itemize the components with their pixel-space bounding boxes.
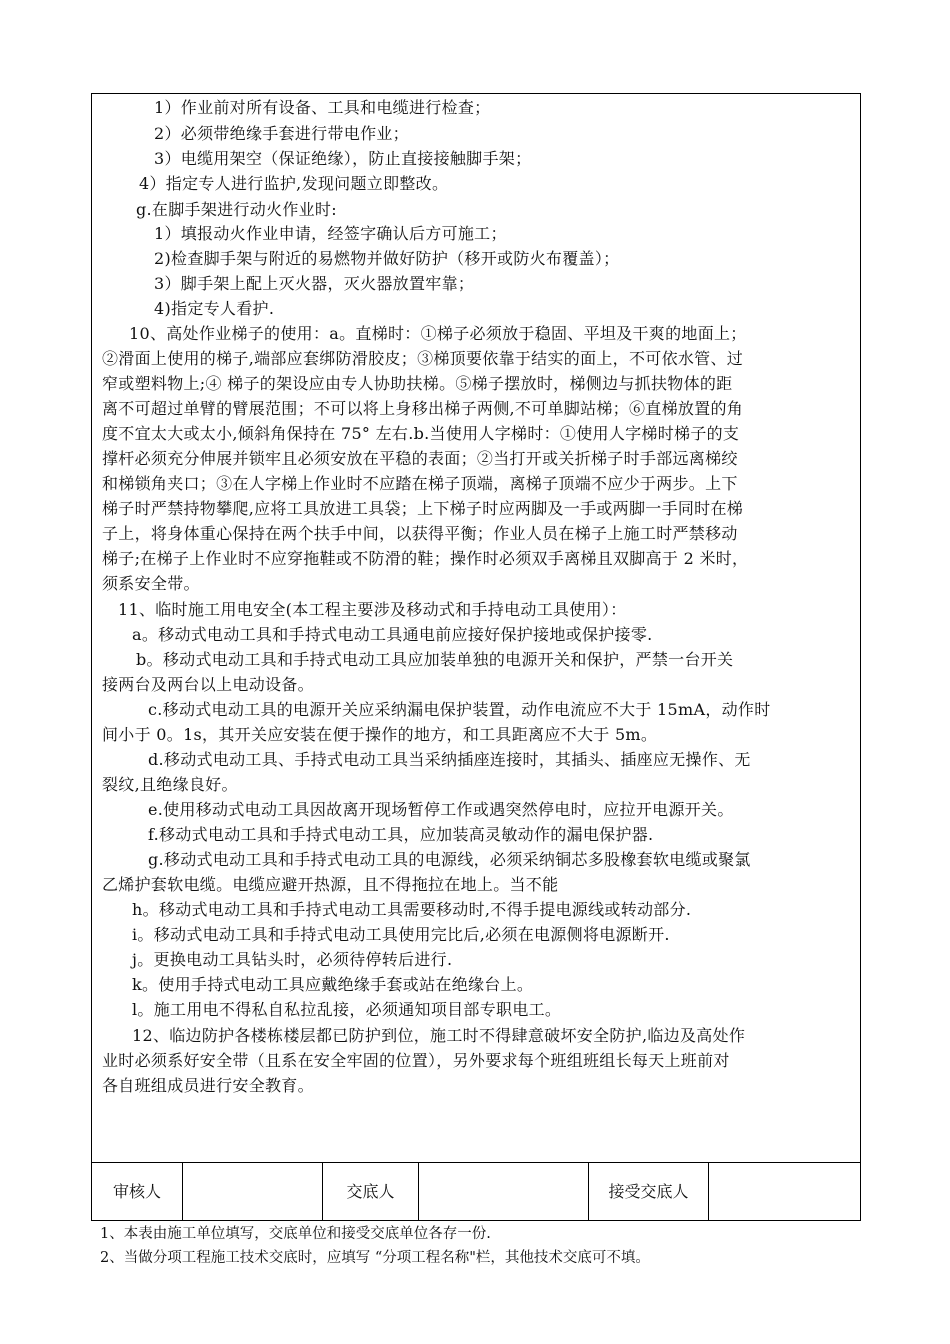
body-line: c.移动式电动工具的电源开关应采纳漏电保护装置，动作电流应不大于 15mA，动作时 (148, 700, 771, 719)
body-line: l。施工用电不得私自私拉乱接，必须通知项目部专职电工。 (132, 1000, 562, 1019)
footnote: 2、当做分项工程施工技术交底时，应填写 “分项工程名称"栏，其他技术交底可不填。 (100, 1250, 650, 1266)
body-line: 1）填报动火作业申请，经签字确认后方可施工； (154, 224, 507, 243)
body-line: h。移动式电动工具和手持式电动工具需要移动时,不得手提电源线或转动部分. (132, 900, 692, 919)
body-line: 乙烯护套软电缆。电缆应避开热源，且不得拖拉在地上。当不能 (102, 875, 559, 894)
body-line: 撑杆必须充分伸展并锁牢且必须安放在平稳的表面；②当打开或关折梯子时手部远离梯绞 (102, 449, 738, 468)
body-line: 3）电缆用架空（保证绝缘），防止直接接触脚手架； (154, 149, 532, 168)
body-line: 4）指定专人进行监护,发现问题立即整改。 (139, 174, 449, 193)
body-line: b。移动式电动工具和手持式电动工具应加装单独的电源开关和保护，严禁一台开关 (136, 650, 734, 669)
body-line: g.移动式电动工具和手持式电动工具的电源线，必须采纳铜芯多股橡套软电缆或聚氯 (148, 850, 751, 869)
body-line: 12、临边防护各楼栋楼层都已防护到位，施工时不得肆意破坏安全防护,临边及高处作 (132, 1026, 746, 1045)
body-line: 梯子时严禁持物攀爬,应将工具放进工具袋；上下梯子时应两脚及一手或两脚一手同时在梯 (102, 499, 744, 518)
reviewer-label: 审核人 (92, 1163, 183, 1220)
body-line: 10、高处作业梯子的使用：a。直梯时：①梯子必须放于稳固、平坦及干爽的地面上； (129, 324, 747, 343)
body-line: 4)指定专人看护. (154, 299, 275, 318)
body-line: 接两台及两台以上电动设备。 (102, 675, 314, 694)
body-line: 度不宜太大或太小,倾斜角保持在 75° 左右.b.当使用人字梯时：①使用人字梯时梯子的支 (102, 424, 740, 443)
receiver-field[interactable] (709, 1163, 862, 1220)
body-line: 须系安全带。 (102, 574, 200, 593)
body-line: 3）脚手架上配上灭火器，灭火器放置牢靠； (154, 274, 475, 293)
body-line: 1）作业前对所有设备、工具和电缆进行检查； (154, 98, 491, 117)
content-frame (91, 93, 861, 1163)
body-line: a。移动式电动工具和手持式电动工具通电前应接好保护接地或保护接零. (132, 625, 653, 644)
body-line: 2）必须带绝缘手套进行带电作业； (154, 124, 409, 143)
body-line: 业时必须系好安全带（且系在安全牢固的位置），另外要求每个班组班组长每天上班前对 (102, 1051, 730, 1070)
body-line: e.使用移动式电动工具因故离开现场暂停工作或遇突然停电时，应拉开电源开关。 (148, 800, 734, 819)
body-line: i。移动式电动工具和手持式电动工具使用完比后,必须在电源侧将电源断开. (132, 925, 670, 944)
presenter-label: 交底人 (323, 1163, 419, 1220)
body-line: 离不可超过单臂的臂展范围；不可以将上身移出梯子两侧,不可单脚站梯；⑥直梯放置的角 (102, 399, 744, 418)
body-line: g.在脚手架进行动火作业时: (136, 200, 337, 219)
body-line: 窄或塑料物上;④ 梯子的架设应由专人协助扶梯。⑤梯子摆放时，梯侧边与抓扶物体的距 (102, 374, 733, 393)
presenter-field[interactable] (419, 1163, 589, 1220)
body-line: k。使用手持式电动工具应戴绝缘手套或站在绝缘台上。 (132, 975, 534, 994)
body-line: f.移动式电动工具和手持式电动工具，应加装高灵敏动作的漏电保护器. (148, 825, 654, 844)
body-line: 11、临时施工用电安全(本工程主要涉及移动式和手持电动工具使用）： (118, 600, 627, 619)
body-line: 2)检查脚手架与附近的易燃物并做好防护（移开或防火布覆盖）； (154, 249, 620, 268)
body-line: d.移动式电动工具、手持式电动工具当采纳插座连接时，其插头、插座应无操作、无 (148, 750, 751, 769)
body-line: 裂纹,且绝缘良好。 (102, 775, 238, 794)
reviewer-field[interactable] (183, 1163, 323, 1220)
body-line: 子上，将身体重心保持在两个扶手中间，以获得平衡；作业人员在梯子上施工时严禁移动 (102, 524, 738, 543)
footnote: 1、本表由施工单位填写，交底单位和接受交底单位各存一份. (100, 1226, 491, 1242)
receiver-label: 接受交底人 (589, 1163, 709, 1220)
body-line: ②滑面上使用的梯子,端部应套绑防滑胶皮；③梯顶要依靠于结实的面上，不可依水管、过 (102, 349, 744, 368)
body-line: 梯子;在梯子上作业时不应穿拖鞋或不防滑的鞋；操作时必须双手离梯且双脚高于 2 米时， (102, 549, 749, 568)
signature-row (91, 1163, 861, 1221)
body-line: j。更换电动工具钻头时，必须待停转后进行. (132, 950, 453, 969)
body-line: 各自班组成员进行安全教育。 (102, 1076, 314, 1095)
body-line: 间小于 0。1s，其开关应安装在便于操作的地方，和工具距离应不大于 5m。 (102, 725, 658, 744)
body-line: 和梯锁角夹口；③在人字梯上作业时不应踏在梯子顶端，离梯子顶端不应少于两步。上下 (102, 474, 738, 493)
